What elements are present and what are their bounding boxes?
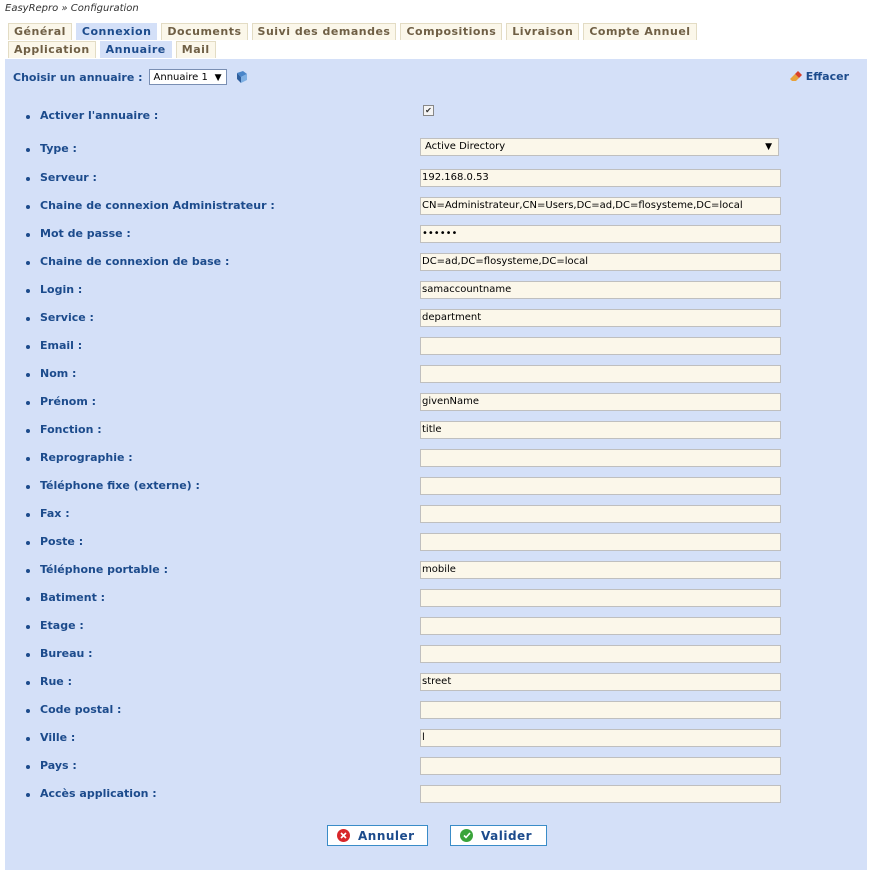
field-label: Accès application : [40, 787, 157, 800]
chooser-label: Choisir un annuaire : [13, 70, 143, 84]
field-label: Bureau : [40, 647, 93, 660]
tabs-row-2 [8, 41, 216, 58]
field-label: Prénom : [40, 395, 97, 408]
list-item [5, 255, 867, 275]
cancel-button[interactable] [327, 825, 428, 846]
eraser-icon [789, 71, 802, 82]
field-input[interactable] [420, 785, 781, 803]
list-item [5, 731, 867, 751]
breadcrumb: EasyRepro » Configuration [5, 3, 139, 14]
list-item-activer [5, 106, 867, 129]
activer-label: Activer l'annuaire : [40, 109, 159, 122]
field-input[interactable]: samaccountname [420, 281, 781, 299]
bullet [26, 569, 30, 573]
bullet [26, 345, 30, 349]
list-item [5, 479, 867, 499]
bullet [26, 317, 30, 321]
tab-application[interactable]: Application [8, 41, 96, 58]
bullet [26, 457, 30, 461]
field-label: Chaine de connexion de base : [40, 255, 230, 268]
annuaire-panel [5, 59, 867, 870]
field-label: Serveur : [40, 171, 97, 184]
field-input[interactable] [420, 477, 781, 495]
field-input[interactable]: 192.168.0.53 [420, 169, 781, 187]
field-input[interactable] [420, 645, 781, 663]
cancel-icon [337, 829, 350, 842]
bullet [26, 625, 30, 629]
bullet [26, 148, 30, 152]
type-select-value: Active Directory [425, 141, 506, 152]
type-label: Type : [40, 142, 77, 155]
list-item [5, 535, 867, 555]
field-label: Rue : [40, 675, 72, 688]
type-select[interactable] [420, 138, 779, 156]
bullet [26, 373, 30, 377]
field-input[interactable] [420, 449, 781, 467]
field-label: Téléphone fixe (externe) : [40, 479, 200, 492]
field-label: Fonction : [40, 423, 102, 436]
list-item [5, 703, 867, 723]
bullet [26, 737, 30, 741]
bullet [26, 709, 30, 713]
tab-connexion[interactable]: Connexion [76, 23, 158, 40]
list-item [5, 591, 867, 611]
field-label: Code postal : [40, 703, 122, 716]
field-label: Ville : [40, 731, 76, 744]
list-item [5, 339, 867, 359]
bullet [26, 115, 30, 119]
book-icon[interactable] [235, 70, 249, 84]
list-item [5, 283, 867, 303]
effacer-label: Effacer [805, 70, 849, 83]
list-item [5, 311, 867, 331]
field-input[interactable]: mobile [420, 561, 781, 579]
list-item [5, 199, 867, 219]
field-input[interactable] [420, 365, 781, 383]
tab-compositions[interactable]: Compositions [400, 23, 502, 40]
field-label: Téléphone portable : [40, 563, 168, 576]
field-label: Etage : [40, 619, 84, 632]
field-input[interactable]: •••••• [420, 225, 781, 243]
check-icon [460, 829, 473, 842]
effacer-button[interactable] [789, 70, 849, 83]
field-input[interactable] [420, 337, 781, 355]
cancel-label: Annuler [358, 828, 415, 843]
field-label: Email : [40, 339, 83, 352]
field-input[interactable]: CN=Administrateur,CN=Users,DC=ad,DC=flosysteme,DC=local [420, 197, 781, 215]
bullet [26, 513, 30, 517]
activer-checkbox[interactable]: ✔ [423, 105, 434, 116]
field-input[interactable] [420, 589, 781, 607]
field-input[interactable] [420, 757, 781, 775]
list-item [5, 563, 867, 583]
list-item [5, 171, 867, 191]
list-item [5, 647, 867, 667]
bullet [26, 177, 30, 181]
validate-button[interactable] [450, 825, 547, 846]
annuaire-select-value: Annuaire 1 [153, 72, 208, 83]
bullet [26, 289, 30, 293]
list-item [5, 423, 867, 443]
field-input[interactable]: l [420, 729, 781, 747]
tab-annuaire[interactable]: Annuaire [100, 41, 172, 58]
list-item [5, 787, 867, 807]
tabs-row-1 [8, 23, 697, 40]
annuaire-select[interactable] [149, 69, 227, 85]
field-label: Batiment : [40, 591, 106, 604]
list-item [5, 395, 867, 415]
list-item [5, 451, 867, 471]
field-input[interactable] [420, 505, 781, 523]
field-label: Pays : [40, 759, 77, 772]
bullet [26, 233, 30, 237]
field-input[interactable]: givenName [420, 393, 781, 411]
field-label: Reprographie : [40, 451, 133, 464]
tab-general[interactable]: Général [8, 23, 72, 40]
tab-livraison[interactable]: Livraison [506, 23, 579, 40]
tab-mail[interactable]: Mail [176, 41, 216, 58]
annuaire-chooser [13, 69, 249, 85]
list-item [5, 227, 867, 247]
field-input[interactable] [420, 701, 781, 719]
field-input[interactable]: DC=ad,DC=flosysteme,DC=local [420, 253, 781, 271]
field-input[interactable]: title [420, 421, 781, 439]
tab-compte-annuel[interactable]: Compte Annuel [583, 23, 696, 40]
bullet [26, 793, 30, 797]
chevron-down-icon: ▼ [765, 142, 772, 152]
bullet [26, 401, 30, 405]
bullet [26, 681, 30, 685]
bullet [26, 653, 30, 657]
list-item [5, 367, 867, 387]
bullet [26, 429, 30, 433]
field-label: Poste : [40, 535, 84, 548]
list-item [5, 507, 867, 527]
field-label: Service : [40, 311, 94, 324]
bullet [26, 205, 30, 209]
field-label: Nom : [40, 367, 77, 380]
bullet [26, 485, 30, 489]
bullet [26, 597, 30, 601]
field-label: Chaine de connexion Administrateur : [40, 199, 275, 212]
field-label: Login : [40, 283, 83, 296]
field-input[interactable] [420, 617, 781, 635]
list-item-type [5, 142, 867, 162]
field-input[interactable]: department [420, 309, 781, 327]
list-item [5, 675, 867, 695]
field-input[interactable] [420, 533, 781, 551]
field-label: Fax : [40, 507, 70, 520]
validate-label: Valider [481, 828, 533, 843]
bullet [26, 541, 30, 545]
field-input[interactable]: street [420, 673, 781, 691]
list-item [5, 619, 867, 639]
bullet [26, 261, 30, 265]
tab-documents[interactable]: Documents [161, 23, 247, 40]
bullet [26, 765, 30, 769]
chevron-down-icon: ▼ [214, 73, 222, 83]
tab-suivi-demandes[interactable]: Suivi des demandes [252, 23, 397, 40]
list-item [5, 759, 867, 779]
field-label: Mot de passe : [40, 227, 131, 240]
